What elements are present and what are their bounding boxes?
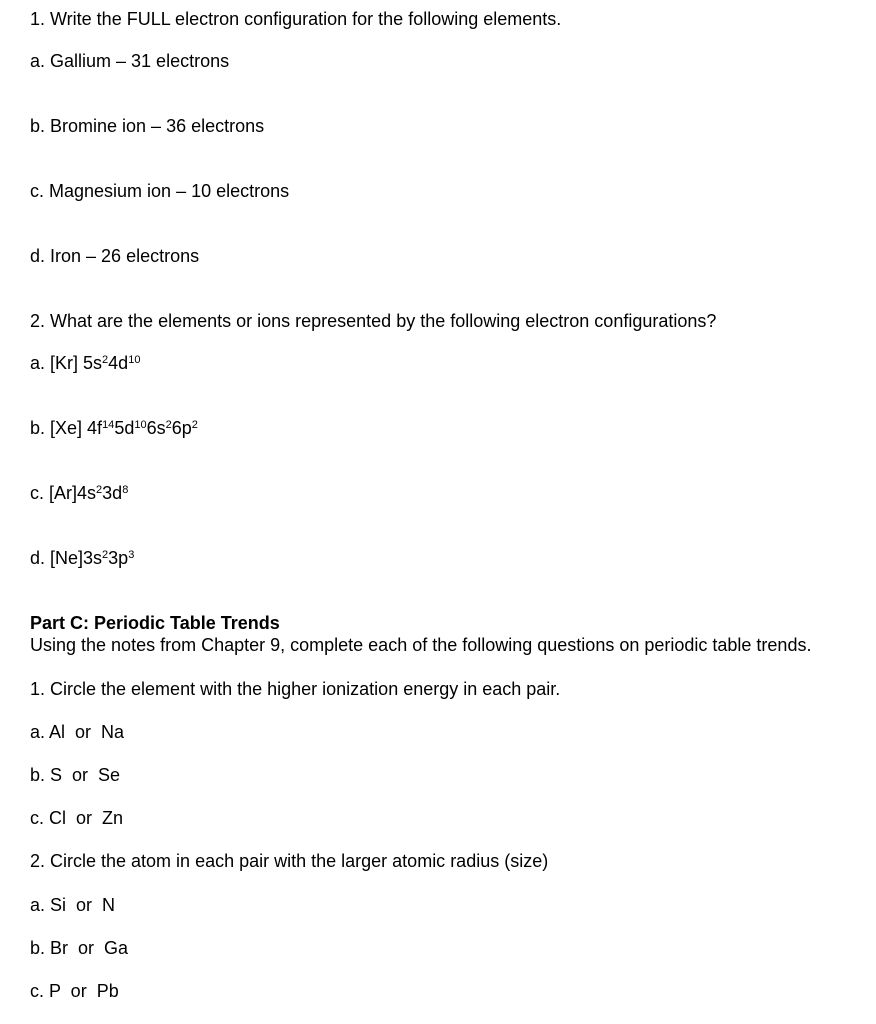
part-c-question-2a: a. Si or N — [30, 895, 116, 915]
question-2-prompt: 2. What are the elements or ions represented by the following electron configurations? — [30, 311, 717, 331]
orbital: 4s — [77, 483, 97, 503]
question-1c: c. Magnesium ion – 10 electrons — [30, 181, 290, 201]
item-label: a. — [30, 353, 51, 373]
electron-count: 8 — [122, 484, 129, 496]
orbital: 4d — [108, 353, 129, 373]
electron-count: 14 — [102, 419, 115, 431]
item-label: d. — [30, 548, 51, 568]
noble-gas-core: [Ar] — [49, 483, 78, 503]
orbital: 4f — [87, 418, 103, 438]
part-c-question-1a: a. Al or Na — [30, 722, 125, 742]
part-c-question-2c: c. P or Pb — [30, 981, 119, 1001]
part-c-question-1b: b. S or Se — [30, 765, 121, 785]
orbital: 6s — [146, 418, 166, 438]
question-2c-configuration — [30, 482, 128, 504]
electron-count: 2 — [191, 419, 198, 431]
part-c-question-2b: b. Br or Ga — [30, 938, 129, 958]
orbital: 3s — [83, 548, 103, 568]
orbital: 5s — [83, 353, 103, 373]
electron-count: 2 — [165, 419, 172, 431]
electron-count: 2 — [102, 354, 109, 366]
part-c-question-1-prompt: 1. Circle the element with the higher ionization energy in each pair. — [30, 679, 561, 699]
item-label: c. — [30, 483, 50, 503]
electron-count: 10 — [128, 354, 141, 366]
part-c-intro: Using the notes from Chapter 9, complete each of the following questions on periodic table trends. — [30, 635, 812, 655]
noble-gas-core: [Ne] — [50, 548, 84, 568]
item-label: b. — [30, 418, 51, 438]
orbital: 3d — [102, 483, 123, 503]
orbital: 3p — [108, 548, 129, 568]
question-1a: a. Gallium – 31 electrons — [30, 51, 230, 71]
electron-count: 2 — [96, 484, 103, 496]
part-c-question-2-prompt: 2. Circle the atom in each pair with the larger atomic radius (size) — [30, 851, 549, 871]
noble-gas-core: [Kr] — [50, 353, 84, 373]
noble-gas-core: [Xe] — [50, 418, 88, 438]
question-2d-configuration — [30, 547, 134, 569]
question-2b-configuration — [30, 417, 198, 439]
electron-count: 2 — [102, 549, 109, 561]
question-2a-configuration — [30, 352, 140, 374]
question-1b: b. Bromine ion – 36 electrons — [30, 116, 265, 136]
question-1-prompt: 1. Write the FULL electron configuration for the following elements. — [30, 9, 562, 29]
part-c-question-1c: c. Cl or Zn — [30, 808, 124, 828]
electron-count: 10 — [134, 419, 147, 431]
orbital: 5d — [114, 418, 135, 438]
orbital: 6p — [171, 418, 192, 438]
part-c-heading: Part C: Periodic Table Trends — [30, 613, 280, 633]
electron-count: 3 — [128, 549, 135, 561]
question-1d: d. Iron – 26 electrons — [30, 246, 200, 266]
